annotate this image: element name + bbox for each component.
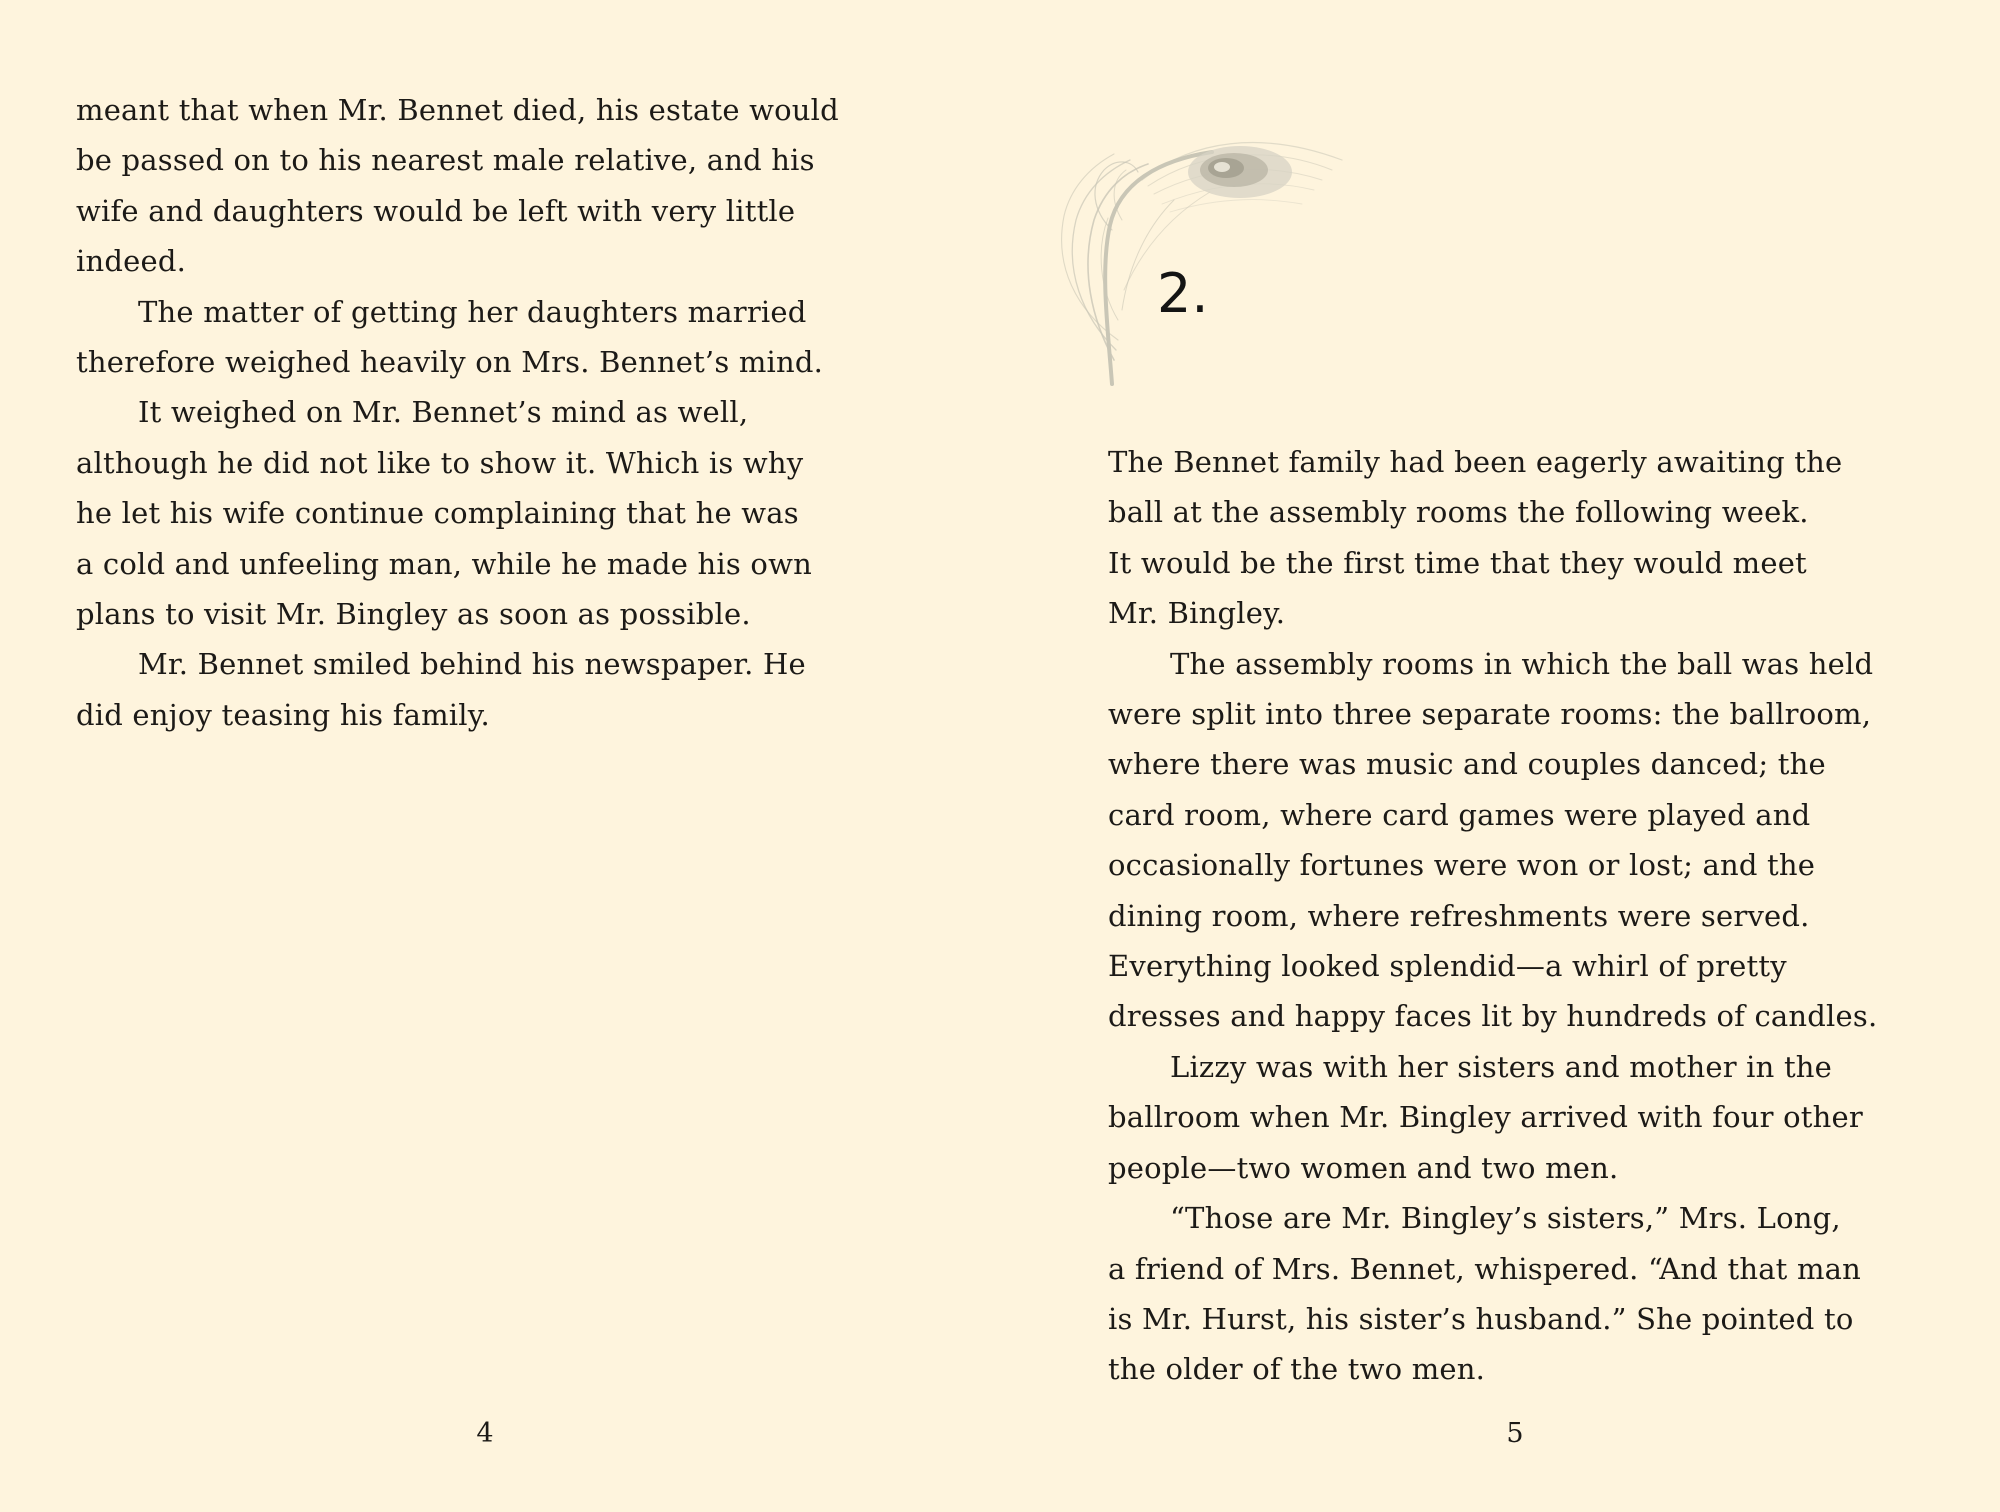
text-line: dining room, where refreshments were served. [1108,898,1810,933]
text-line: therefore weighed heavily on Mrs. Bennet’s mind. [76,345,824,380]
text-line: The matter of getting her daughters married [138,294,807,329]
text-line: It would be the first time that they would meet [1108,545,1807,580]
right-page [1000,0,2000,1512]
text-line: the older of the two men. [1108,1352,1486,1387]
right-page-number: 5 [1506,1418,1524,1449]
text-line: a friend of Mrs. Bennet, whispered. “And that man [1108,1251,1862,1286]
right-page-text [1108,437,1928,1395]
text-line: where there was music and couples danced; the [1108,747,1826,782]
text-line: plans to visit Mr. Bingley as soon as possible. [76,597,751,632]
text-line: people—two women and two men. [1108,1150,1619,1185]
text-line: Mr. Bingley. [1108,596,1286,631]
text-line: indeed. [76,244,187,279]
text-line: Lizzy was with her sisters and mother in the [1170,1049,1833,1084]
text-line: although he did not like to show it. Which is why [76,445,804,480]
left-page-text [76,85,896,740]
text-line: Everything looked splendid—a whirl of pretty [1108,949,1787,984]
text-line: Mr. Bennet smiled behind his newspaper. He [138,647,806,682]
left-page-number: 4 [476,1418,494,1449]
text-line: It weighed on Mr. Bennet’s mind as well, [138,395,749,430]
text-line: did enjoy teasing his family. [76,697,490,732]
text-line: ball at the assembly rooms the following week. [1108,495,1809,530]
text-line: occasionally fortunes were won or lost; and the [1108,848,1816,883]
text-line: a cold and unfeeling man, while he made his own [76,546,812,581]
text-line: The assembly rooms in which the ball was held [1170,646,1874,681]
text-line: “Those are Mr. Bingley’s sisters,” Mrs. Long, [1170,1201,1841,1236]
text-line: were split into three separate rooms: the ballroom, [1108,697,1872,732]
text-line: he let his wife continue complaining that he was [76,496,799,531]
peacock-feather-icon [1052,120,1352,400]
text-line: ballroom when Mr. Bingley arrived with four other [1108,1100,1863,1135]
text-line: be passed on to his nearest male relative, and his [76,143,815,178]
text-line: meant that when Mr. Bennet died, his estate would [76,93,839,127]
text-line: is Mr. Hurst, his sister’s husband.” She pointed to [1108,1301,1854,1336]
text-line: dresses and happy faces lit by hundreds of candles. [1108,999,1878,1034]
text-line: card room, where card games were played and [1108,797,1811,832]
chapter-number: 2. [1157,262,1209,325]
text-line: The Bennet family had been eagerly awaiting the [1108,445,1843,479]
text-line: wife and daughters would be left with very little [76,193,796,228]
